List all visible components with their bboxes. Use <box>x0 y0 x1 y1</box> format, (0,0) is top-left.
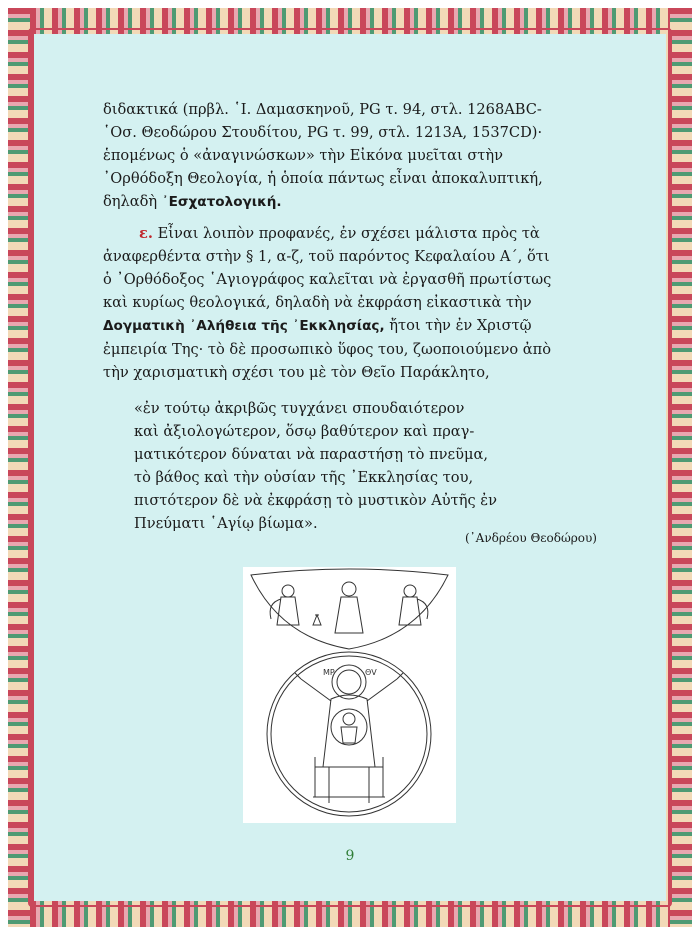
paragraph-2-line-7: τὴν χαρισματικὴ σχέσι του μὲ τὸν Θεῖο Παράκλητο, <box>103 364 490 381</box>
bold-term-eschatological: ᾿Εσχατολογική. <box>161 194 282 210</box>
ornamental-border-right <box>670 8 692 927</box>
bold-term-dogmatic-truth: Δογματικὴ ᾿Αλήθεια τῆς ᾿Εκκλησίας, <box>103 318 385 334</box>
section-marker: ε. <box>139 225 153 242</box>
ornamental-border-left <box>8 8 30 927</box>
block-quote <box>134 397 592 535</box>
page-number: 9 <box>345 848 355 864</box>
icon-line-art <box>243 567 456 823</box>
paragraph-1 <box>103 98 597 214</box>
icon-monogram-right: ΘV <box>365 668 377 677</box>
paragraph-1-line-3: ἑπομένως ὁ «ἀναγινώσκων» τὴν Εἰκόνα μυεῖται στὴν <box>103 147 503 164</box>
quote-line-2: καὶ ἀξιολογώτερον, ὅσῳ βαθύτερον καὶ πραγ- <box>134 423 475 440</box>
quote-line-3: ματικότερον δύναται νὰ παραστήσῃ τὸ πνεῦμα, <box>134 446 488 463</box>
paragraph-2-line-5-rest: ἤτοι τὴν ἐν Χριστῷ <box>384 317 532 334</box>
paragraph-2-line-2: ἀναφερθέντα στὴν § 1, α-ζ, τοῦ παρόντος Κεφαλαίου Α΄, ὅτι <box>103 248 550 265</box>
icon-monogram-left: MP <box>323 668 335 677</box>
paragraph-1-last-prefix: δηλαδὴ <box>103 193 162 210</box>
quote-line-5: πιστότερον δὲ νὰ ἐκφράσῃ τὸ μυστικὸν Αὐτῆς ἐν <box>134 492 497 509</box>
icon-drawing <box>243 567 456 823</box>
paragraph-1-line-4: ᾿Ορθόδοξη Θεολογία, ἡ ὁποία πάντως εἶναι ἀποκαλυπτική, <box>103 170 543 187</box>
paragraph-2-line-6: ἐμπειρία Της· τὸ δὲ προσωπικὸ ὕφος του, ζωοποιούμενο ἀπὸ <box>103 341 551 358</box>
paragraph-2-line-4: καὶ κυρίως θεολογικά, δηλαδὴ νὰ ἐκφράση εἰκαστικὰ τὴν <box>103 294 532 311</box>
paragraph-2-line-1 <box>103 222 597 245</box>
paragraph-2-line-5 <box>103 314 597 338</box>
paragraph-2-line-1-text: Εἶναι λοιπὸν προφανές, ἐν σχέσει μάλιστα πρὸς τὰ <box>152 225 540 242</box>
quote-attribution: (᾿Ανδρέου Θεοδώρου) <box>464 531 597 545</box>
paragraph-2-line-3: ὁ ᾿Ορθόδοξος ῾Αγιογράφος καλεῖται νὰ ἐργασθῆ πρωτίστως <box>103 271 552 288</box>
quote-line-4: τὸ βάθος καὶ τὴν οὐσίαν τῆς ᾿Εκκλησίας του, <box>134 469 474 486</box>
paragraph-1-line-5 <box>103 190 597 214</box>
center-figure <box>335 582 363 633</box>
left-angel-figure <box>270 585 299 625</box>
paragraph-2 <box>103 222 597 384</box>
chalice-icon <box>313 615 321 625</box>
paragraph-1-line-2: ῾Οσ. Θεοδώρου Στουδίτου, PG τ. 99, στλ. 1213A, 1537CD)· <box>103 124 543 141</box>
enthroned-virgin-figure <box>295 665 403 803</box>
quote-line-1: «ἐν τούτῳ ἀκριβῶς τυγχάνει σπουδαιότερον <box>134 400 465 417</box>
medallion-circle <box>267 652 431 816</box>
paragraph-1-line-1: διδακτικά (πρβλ. ῾Ι. Δαμασκηνοῦ, PG τ. 94, στλ. 1268ABC- <box>103 101 542 118</box>
quote-line-6: Πνεύματι ῾Αγίῳ βίωμα». <box>134 515 318 532</box>
right-angel-figure <box>399 585 428 625</box>
